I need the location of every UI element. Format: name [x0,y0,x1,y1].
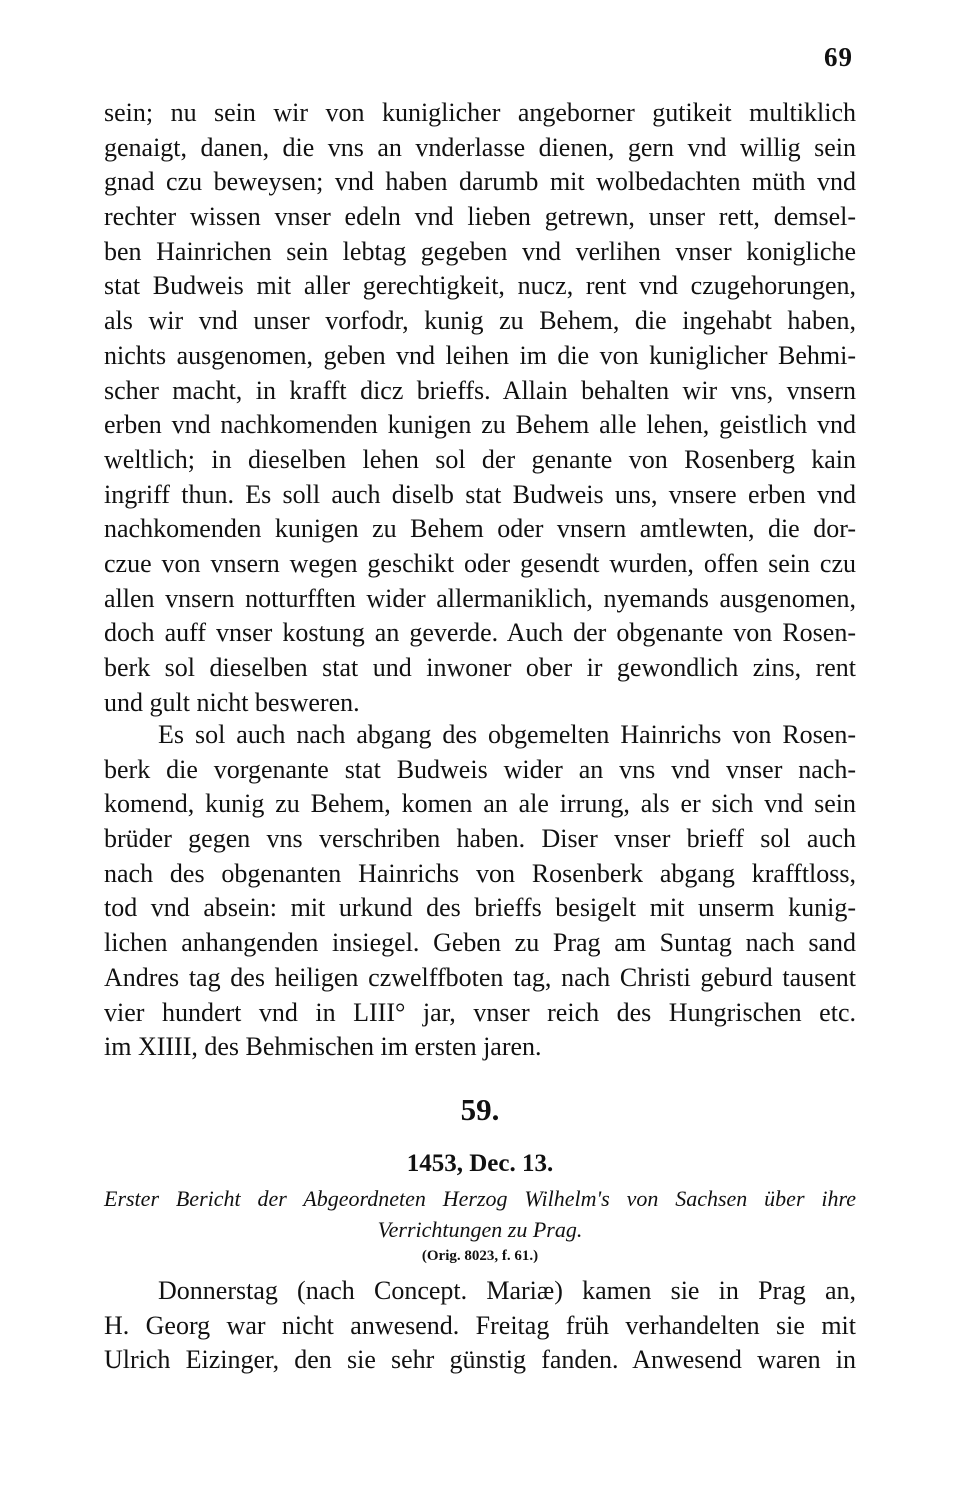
text-line: als wir vnd unser vorfodr, kunig zu Behem, die ingehabt haben, [104,306,856,336]
paragraph-charter-text [104,96,856,720]
text-line: nachkomenden kunigen zu Behem oder vnsern amtlewten, die dor- [104,514,856,544]
text-line: ingriff thun. Es soll auch diselb stat Budweis uns, vnsere erben vnd [104,479,856,509]
text-line: allen vnsern notturfften wider allermaniklich, nyemands ausgenomen, [104,583,856,613]
document-title [104,1183,856,1245]
text-line: weltlich; in dieselben lehen sol der genante von Rosenberg kain [104,444,856,474]
text-line: stat Budweis mit aller gerechtigkeit, nucz, rent vnd czugehorungen, [104,271,856,301]
document-title-line: Erster Bericht der Abgeordneten Herzog Wilhelm's von Sachsen über ihre [104,1186,856,1211]
text-line: Es sol auch nach abgang des obgemelten Hainrichs von Rosen- [158,720,856,749]
text-line: nichts ausgenomen, geben vnd leihen im die von kuniglicher Behmi- [104,340,856,370]
text-line: Donnerstag (nach Concept. Mariæ) kamen sie in Prag an, [158,1276,856,1305]
text-line: lichen anhangenden insiegel. Geben zu Prag am Suntag nach sand [104,928,856,958]
text-line: Ulrich Eizinger, den sie sehr günstig fanden. Anwesend waren in [104,1345,856,1375]
text-line: erben vnd nachkomenden kunigen zu Behem alle lehen, geistlich vnd [104,410,856,440]
text-line: vier hundert vnd in LIII° jar, vnser reich des Hungrischen etc. [104,997,856,1027]
text-line: im XIIII, des Behmischen im ersten jaren. [104,1032,542,1062]
text-line: czue von vnsern wegen geschikt oder gesendt wurden, offen sein czu [104,548,856,578]
text-line: Andres tag des heiligen czwelffboten tag, nach Christi geburd tausent [104,962,856,992]
text-line: H. Georg war nicht anwesend. Freitag früh verhandelten sie mit [104,1310,856,1340]
text-line: berk sol dieselben stat und inwoner ober ir gewondlich zins, rent [104,653,856,682]
document-number: 59. [460,1092,500,1127]
paragraph-report-text [104,1274,856,1378]
document-title-line: Verrichtungen zu Prag. [377,1217,583,1242]
document-date: 1453, Dec. 13. [406,1150,554,1177]
text-line: berk die vorgenante stat Budweis wider an vns vnd vnser nach- [104,754,856,784]
document-source-reference: (Orig. 8023, f. 61.) [421,1248,539,1264]
text-line: sein; nu sein wir von kuniglicher angeborner gutikeit multiklich [104,98,856,127]
text-line: komend, kunig zu Behem, komen an ale irrung, als er sich vnd sein [104,789,856,819]
text-line: genaigt, danen, die vns an vnderlasse dienen, gern vnd willig sein [104,132,856,162]
text-line: tod vnd absein: mit urkund des brieffs besigelt mit unserm kunig- [104,893,856,923]
text-line: ben Hainrichen sein lebtag gegeben vnd verlihen vnser konigliche [104,236,856,266]
text-line: brüder gegen vns verschriben haben. Diser vnser brieff sol auch [104,824,856,854]
text-line: gnad czu beweysen; vnd haben darumb mit wolbedachten müth vnd [104,167,856,197]
text-line: doch auff vnser kostung an geverde. Auch der obgenante von Rosen- [104,618,856,648]
text-line: und gult nicht besweren. [104,687,360,717]
paragraph-charter-closing [104,718,856,1065]
text-line: rechter wissen vnser edeln vnd lieben getrewn, unser rett, demsel- [104,202,856,232]
text-line: nach des obgenanten Hainrichs von Rosenberk abgang krafftloss, [104,858,856,888]
text-line: scher macht, in krafft dicz brieffs. Allain behalten wir vns, vnsern [104,375,856,405]
page-number: 69 [824,42,853,72]
